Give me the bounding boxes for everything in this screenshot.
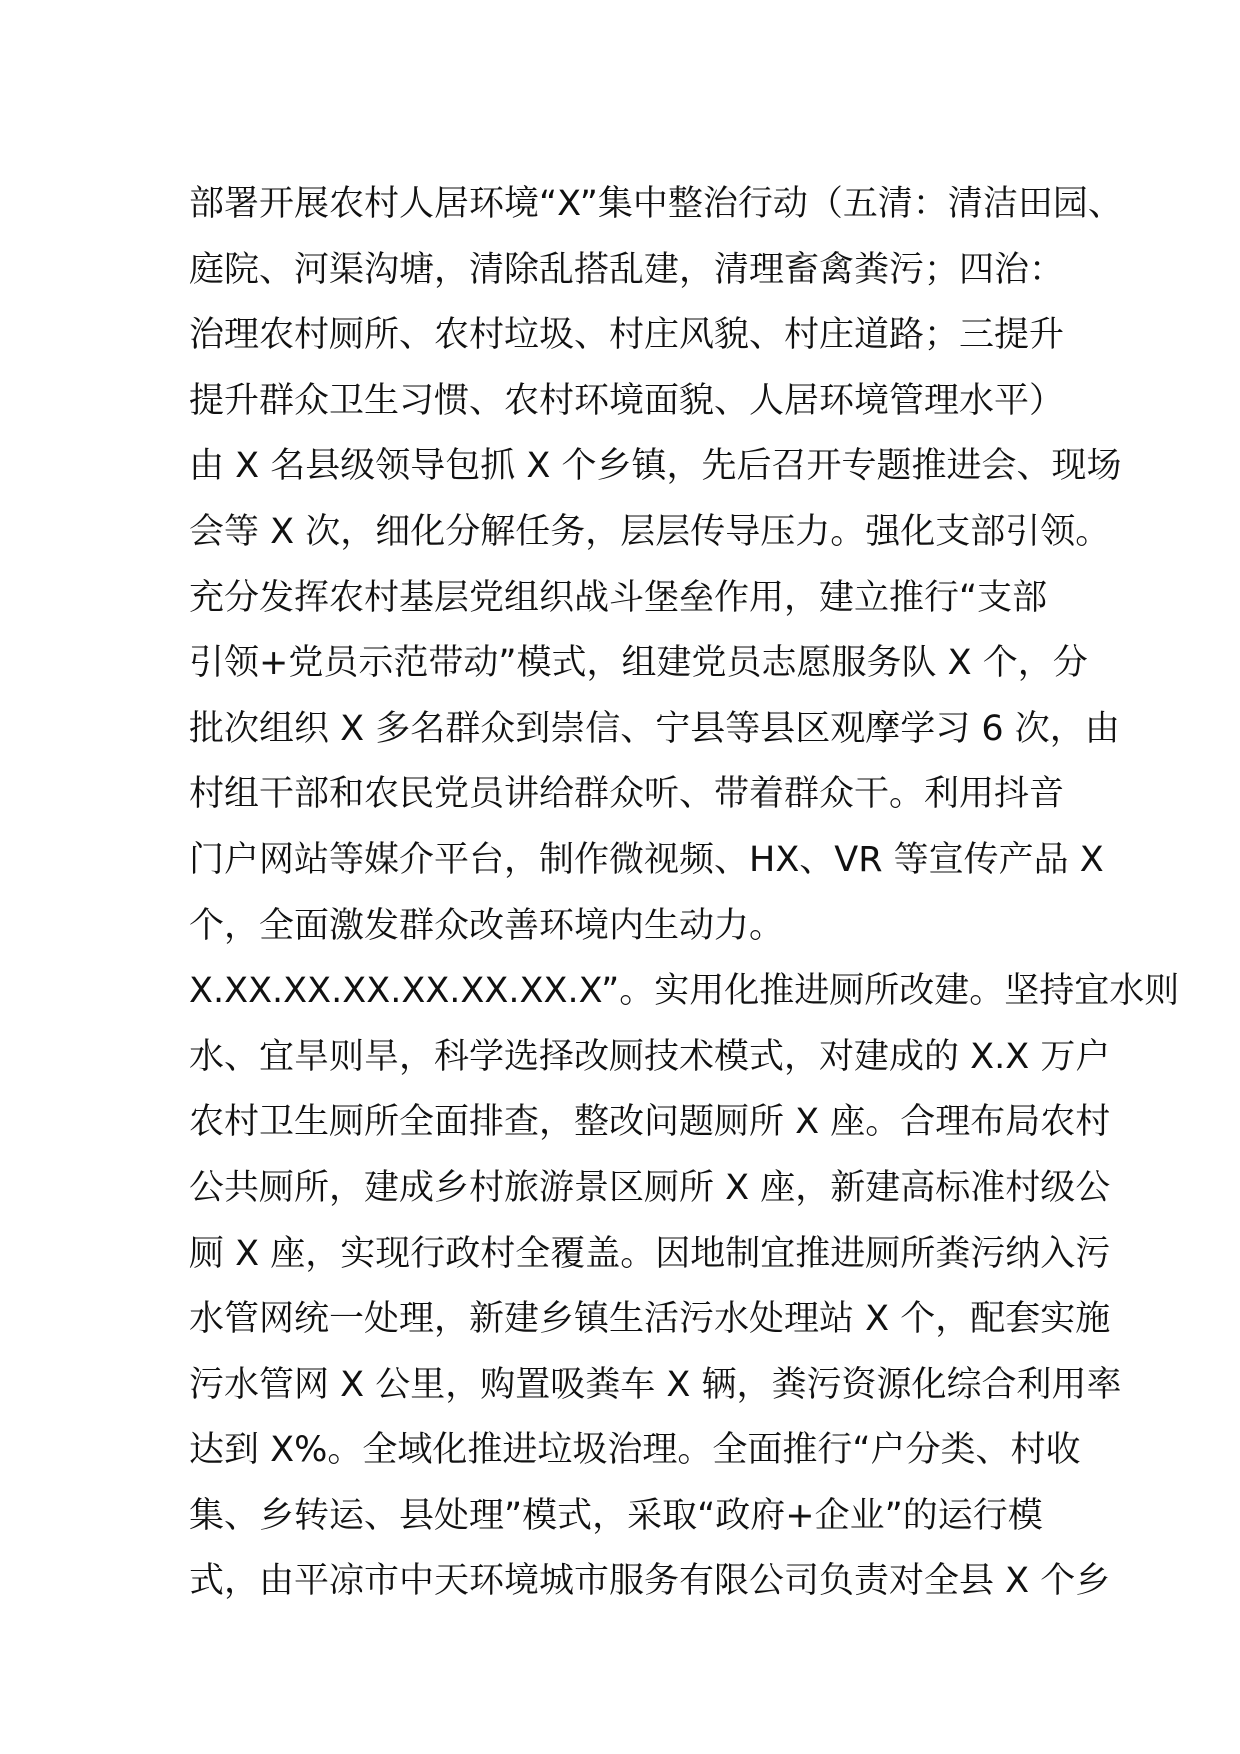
body-text <box>189 172 1180 1615</box>
text-line: 式，由平凉市中天环境城市服务有限公司负责对全县 X 个乡 <box>189 1561 1111 1602</box>
text-line: 水、宜旱则旱，科学选择改厕技术模式，对建成的 X.X 万户 <box>189 1036 1111 1077</box>
text-line: X.XX.XX.XX.XX.XX.XX.X”。实用化推进厕所改建。坚持宜水则 <box>189 971 1180 1012</box>
text-line: 门户网站等媒介平台，制作微视频、HX、VR 等宣传产品 X <box>189 839 1104 880</box>
text-line: 污水管网 X 公里，购置吸粪车 X 辆，粪污资源化综合利用率 <box>189 1364 1122 1405</box>
text-line: 农村卫生厕所全面排查，整改问题厕所 X 座。合理布局农村 <box>189 1102 1111 1143</box>
text-line: 会等 X 次，细化分解任务，层层传导压力。强化支部引领。 <box>189 511 1111 552</box>
text-line: 由 X 名县级领导包抓 X 个乡镇，先后召开专题推进会、现场 <box>189 446 1122 487</box>
text-line: 治理农村厕所、农村垃圾、村庄风貌、村庄道路；三提升 <box>189 315 1065 356</box>
text-line: 部署开展农村人居环境“X”集中整治行动（五清：清洁田园、 <box>189 184 1123 224</box>
text-line: 庭院、河渠沟塘，清除乱搭乱建，清理畜禽粪污；四治： <box>189 249 1065 290</box>
text-line: 集、乡转运、县处理”模式，采取“政府+企业”的运行模 <box>189 1495 1043 1536</box>
text-line: 达到 X%。全域化推进垃圾治理。全面推行“户分类、村收 <box>189 1430 1081 1471</box>
text-line: 批次组织 X 多名群众到崇信、宁县等县区观摩学习 6 次，由 <box>189 708 1120 749</box>
text-line: 水管网统一处理，新建乡镇生活污水处理站 X 个，配套实施 <box>189 1299 1111 1340</box>
text-line: 引领+党员示范带动”模式，组建党员志愿服务队 X 个，分 <box>189 643 1088 684</box>
text-line: 充分发挥农村基层党组织战斗堡垒作用，建立推行“支部 <box>189 577 1048 618</box>
text-line: 村组干部和农民党员讲给群众听、带着群众干。利用抖音 <box>189 774 1065 815</box>
text-line: 提升群众卫生习惯、农村环境面貌、人居环境管理水平） <box>189 380 1065 421</box>
text-line: 厕 X 座，实现行政村全覆盖。因地制宜推进厕所粪污纳入污 <box>189 1233 1111 1274</box>
text-line: 公共厕所，建成乡村旅游景区厕所 X 座，新建高标准村级公 <box>189 1167 1111 1208</box>
text-line: 个，全面激发群众改善环境内生动力。 <box>189 905 785 946</box>
